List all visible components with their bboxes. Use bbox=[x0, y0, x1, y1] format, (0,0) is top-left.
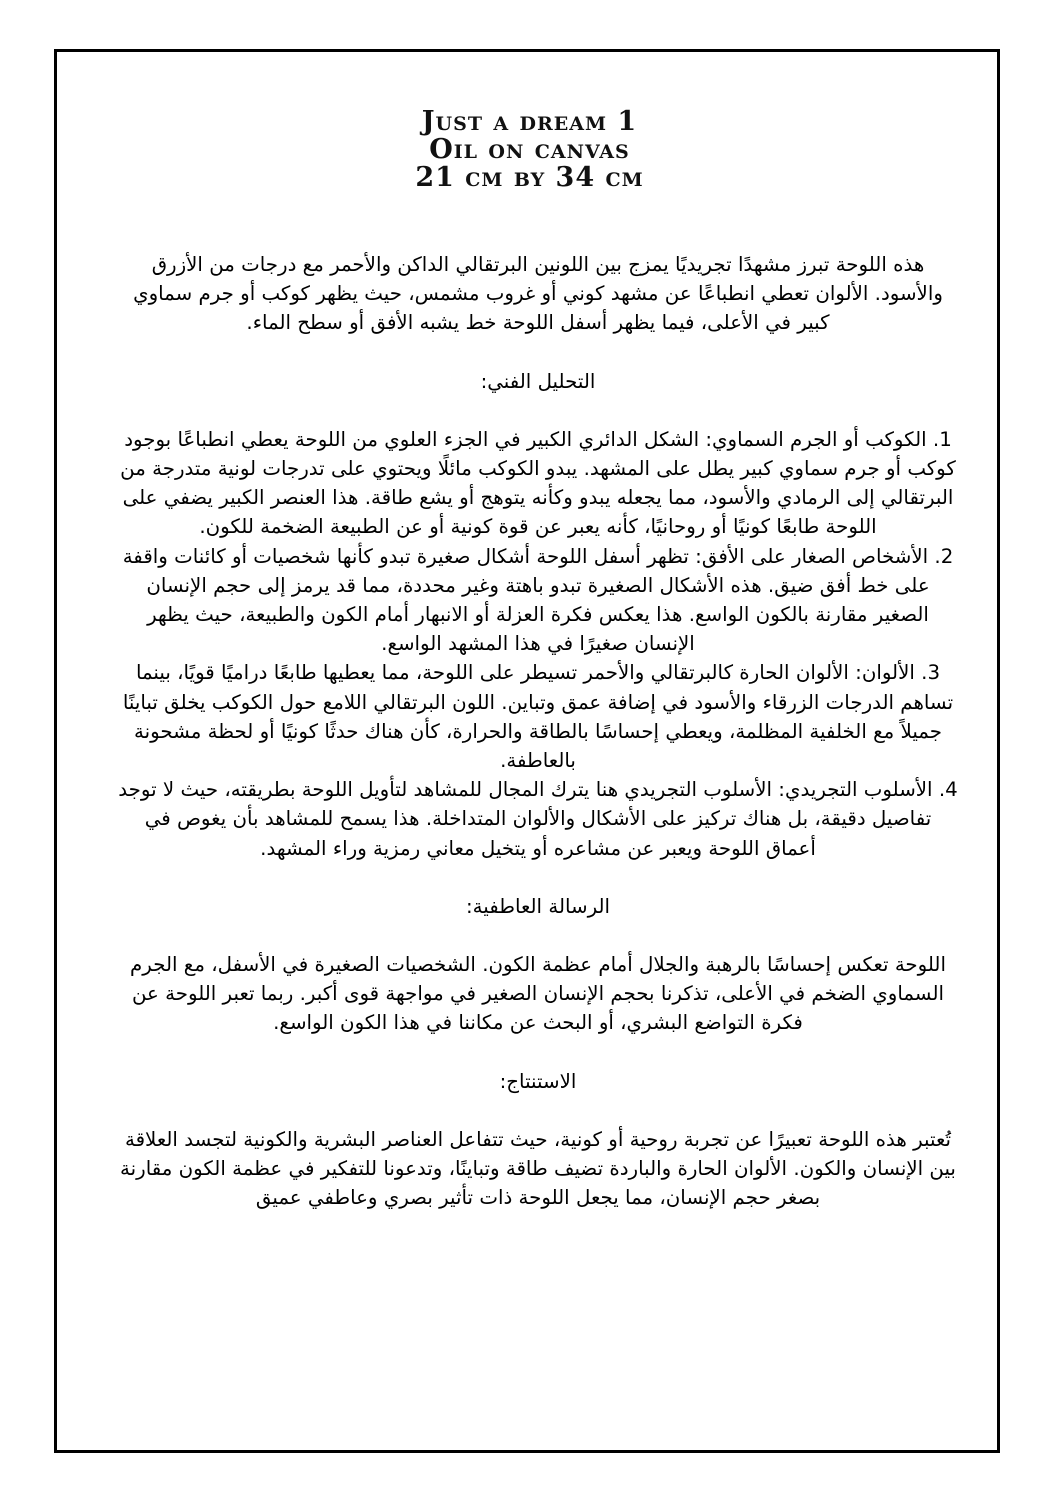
emotional-heading: الرسالة العاطفية: bbox=[465, 894, 611, 918]
spacer bbox=[118, 921, 958, 950]
analysis-item-figures: 2. الأشخاص الصغار على الأفق: تظهر أسفل اللوحة أشكال صغيرة تبدو كأنها شخصيات أو كائنات واقفة على خط أفق ضيق. هذه الأشكال الصغيرة تبدو باهتة وغير محددة، مما قد يرمز إلى حجم الإنسان الصغير مقارنة بالكون الواسع. هذا يعكس فكرة العزلة أو الانبهار أمام الكون والطبيعة، حيث يظهر الإنسان صغيرًا في هذا المشهد الواسع. bbox=[122, 544, 954, 656]
spacer bbox=[118, 396, 958, 425]
conclusion-heading: الاستنتاج: bbox=[499, 1069, 577, 1093]
spacer bbox=[118, 863, 958, 892]
intro-paragraph: هذه اللوحة تبرز مشهدًا تجريديًا يمزج بين اللونين البرتقالي الداكن والأحمر مع درجات من الأزرق والأسود. الألوان تعطي انطباعًا عن مشهد كوني أو غروب مشمس، حيث يظهر كوكب أو جرم سماوي كبير في الأعلى، فيما يظهر أسفل اللوحة خط يشبه الأفق أو سطح الماء. bbox=[133, 253, 943, 335]
conclusion-paragraph: تُعتبر هذه اللوحة تعبيرًا عن تجربة روحية أو كونية، حيث تتفاعل العناصر البشرية والكونية لتجسد العلاقة بين الإنسان والكون. الألوان الحارة والباردة تضيف طاقة وتباينًا، وتدعونا للتفكير في عظمة الكون مقارنة بصغر حجم الإنسان، مما يجعل اللوحة ذات تأثير بصري وعاطفي عميق bbox=[120, 1127, 956, 1210]
spacer bbox=[118, 1096, 958, 1125]
analysis-item-planet: 1. الكوكب أو الجرم السماوي: الشكل الدائري الكبير في الجزء العلوي من اللوحة يعطي انطباعًا بوجود كوكب أو جرم سماوي كبير يطل على المشهد. يبدو الكوكب مائلًا ويحتوي على تدرجات لونية متدرجة من البرتقالي إلى الرمادي والأسود، مما يجعله يبدو وكأنه يتوهج أو يشع طاقة. هذا العنصر الكبير يضفي على اللوحة طابعًا كونيًا أو روحانيًا، كأنه يعبر عن قوة كونية أو عن الطبيعة الضخمة للكون. bbox=[120, 427, 956, 539]
document-body bbox=[118, 250, 958, 1212]
analysis-heading: التحليل الفني: bbox=[480, 369, 596, 393]
spacer bbox=[118, 1038, 958, 1067]
artwork-medium: Oil on canvas bbox=[429, 134, 630, 165]
artwork-title: Just a dream 1 bbox=[421, 106, 638, 137]
emotional-paragraph: اللوحة تعكس إحساسًا بالرهبة والجلال أمام عظمة الكون. الشخصيات الصغيرة في الأسفل، مع الجرم السماوي الضخم في الأعلى، تذكرنا بحجم الإنسان الصغير في مواجهة قوى أكبر. ربما تعبر اللوحة عن فكرة التواضع البشري، أو البحث عن مكاننا في هذا الكون الواسع. bbox=[130, 953, 946, 1035]
artwork-dimensions: 21 cm by 34 cm bbox=[415, 162, 644, 193]
analysis-item-colors: 3. الألوان: الألوان الحارة كالبرتقالي والأحمر تسيطر على اللوحة، مما يعطيها طابعًا دراميًا قويًا، بينما تساهم الدرجات الزرقاء والأسود في إضافة عمق وتباين. اللون البرتقالي اللامع حول الكوكب يخلق تباينًا جميلاً مع الخلفية المظلمة، ويعطي إحساسًا بالطاقة والحرارة، كأن هناك حدثًا كونيًا أو لحظة مشحونة بالعاطفة. bbox=[122, 661, 954, 773]
spacer bbox=[118, 338, 958, 367]
artwork-title-block bbox=[0, 108, 1059, 192]
analysis-item-style: 4. الأسلوب التجريدي: الأسلوب التجريدي هنا يترك المجال للمشاهد لتأويل اللوحة بطريقته، حيث لا توجد تفاصيل دقيقة، بل هناك تركيز على الأشكال والألوان المتداخلة. هذا يسمح للمشاهد بأن يغوص في أعماق اللوحة ويعبر عن مشاعره أو يتخيل معاني رمزية وراء المشهد. bbox=[118, 778, 958, 860]
